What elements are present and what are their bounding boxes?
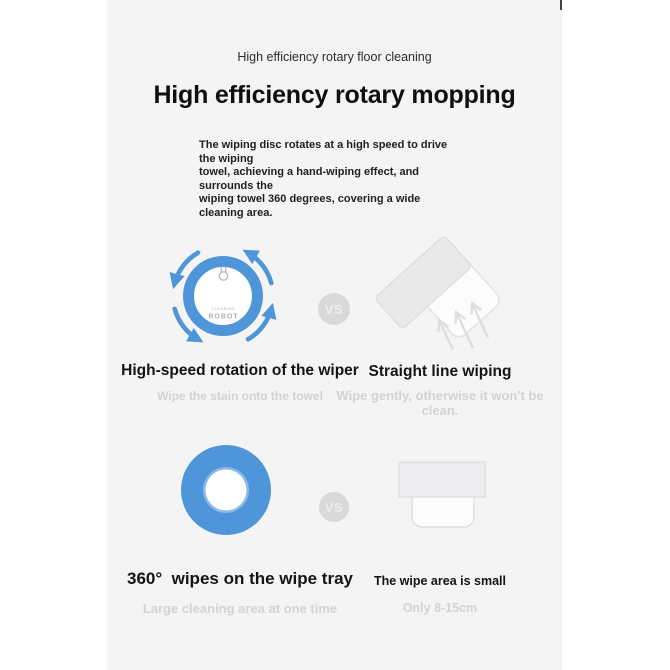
- content-panel: [107, 0, 562, 670]
- comparison2-right-subtitle: Only 8-15cm: [402, 601, 478, 615]
- rotating-robot-illustration: [148, 230, 298, 362]
- comparison2-left-title: 360° wipes on the wipe tray: [127, 569, 353, 588]
- tilted-wiper-body: [375, 237, 503, 364]
- description-line: towel, achieving a hand-wiping effect, and surrounds the: [199, 166, 420, 192]
- vs-badge: VS: [318, 293, 350, 325]
- comparison1-left-subtitle: Wipe the stain onto the towel: [157, 389, 323, 403]
- comparison2-right-title: The wipe area is small: [373, 574, 506, 588]
- description-line: The wiping disc rotates at a high speed to drive the wiping: [199, 139, 448, 165]
- comparison1-right-title: Straight line wiping: [368, 363, 512, 380]
- top-edge-artifact: [560, 0, 562, 10]
- robot-brand-label: ROBOT: [208, 313, 239, 321]
- comparison1-left-title: High-speed rotation of the wiper: [121, 362, 359, 379]
- description-paragraph: [199, 139, 459, 220]
- small-wiper-plate: [399, 462, 485, 497]
- page-title: High efficiency rotary mopping: [153, 81, 516, 109]
- comparison1-right-subtitle: Wipe gently, otherwise it won't be clean.: [336, 388, 544, 418]
- robot-brand-small: CLEANING: [211, 307, 236, 311]
- straight-wiper-illustration: [375, 237, 525, 369]
- comparison2-left-subtitle: Large cleaning area at one time: [142, 601, 338, 616]
- small-wiper-illustration: [367, 430, 517, 562]
- description-line: wiping towel 360 degrees, covering a wide cleaning area.: [199, 193, 421, 219]
- kicker-text: High efficiency rotary floor cleaning: [237, 50, 432, 64]
- wipe-tray-hole: [206, 470, 247, 511]
- vs-badge: VS: [319, 492, 349, 522]
- wipe-tray-ring-illustration: [161, 425, 291, 555]
